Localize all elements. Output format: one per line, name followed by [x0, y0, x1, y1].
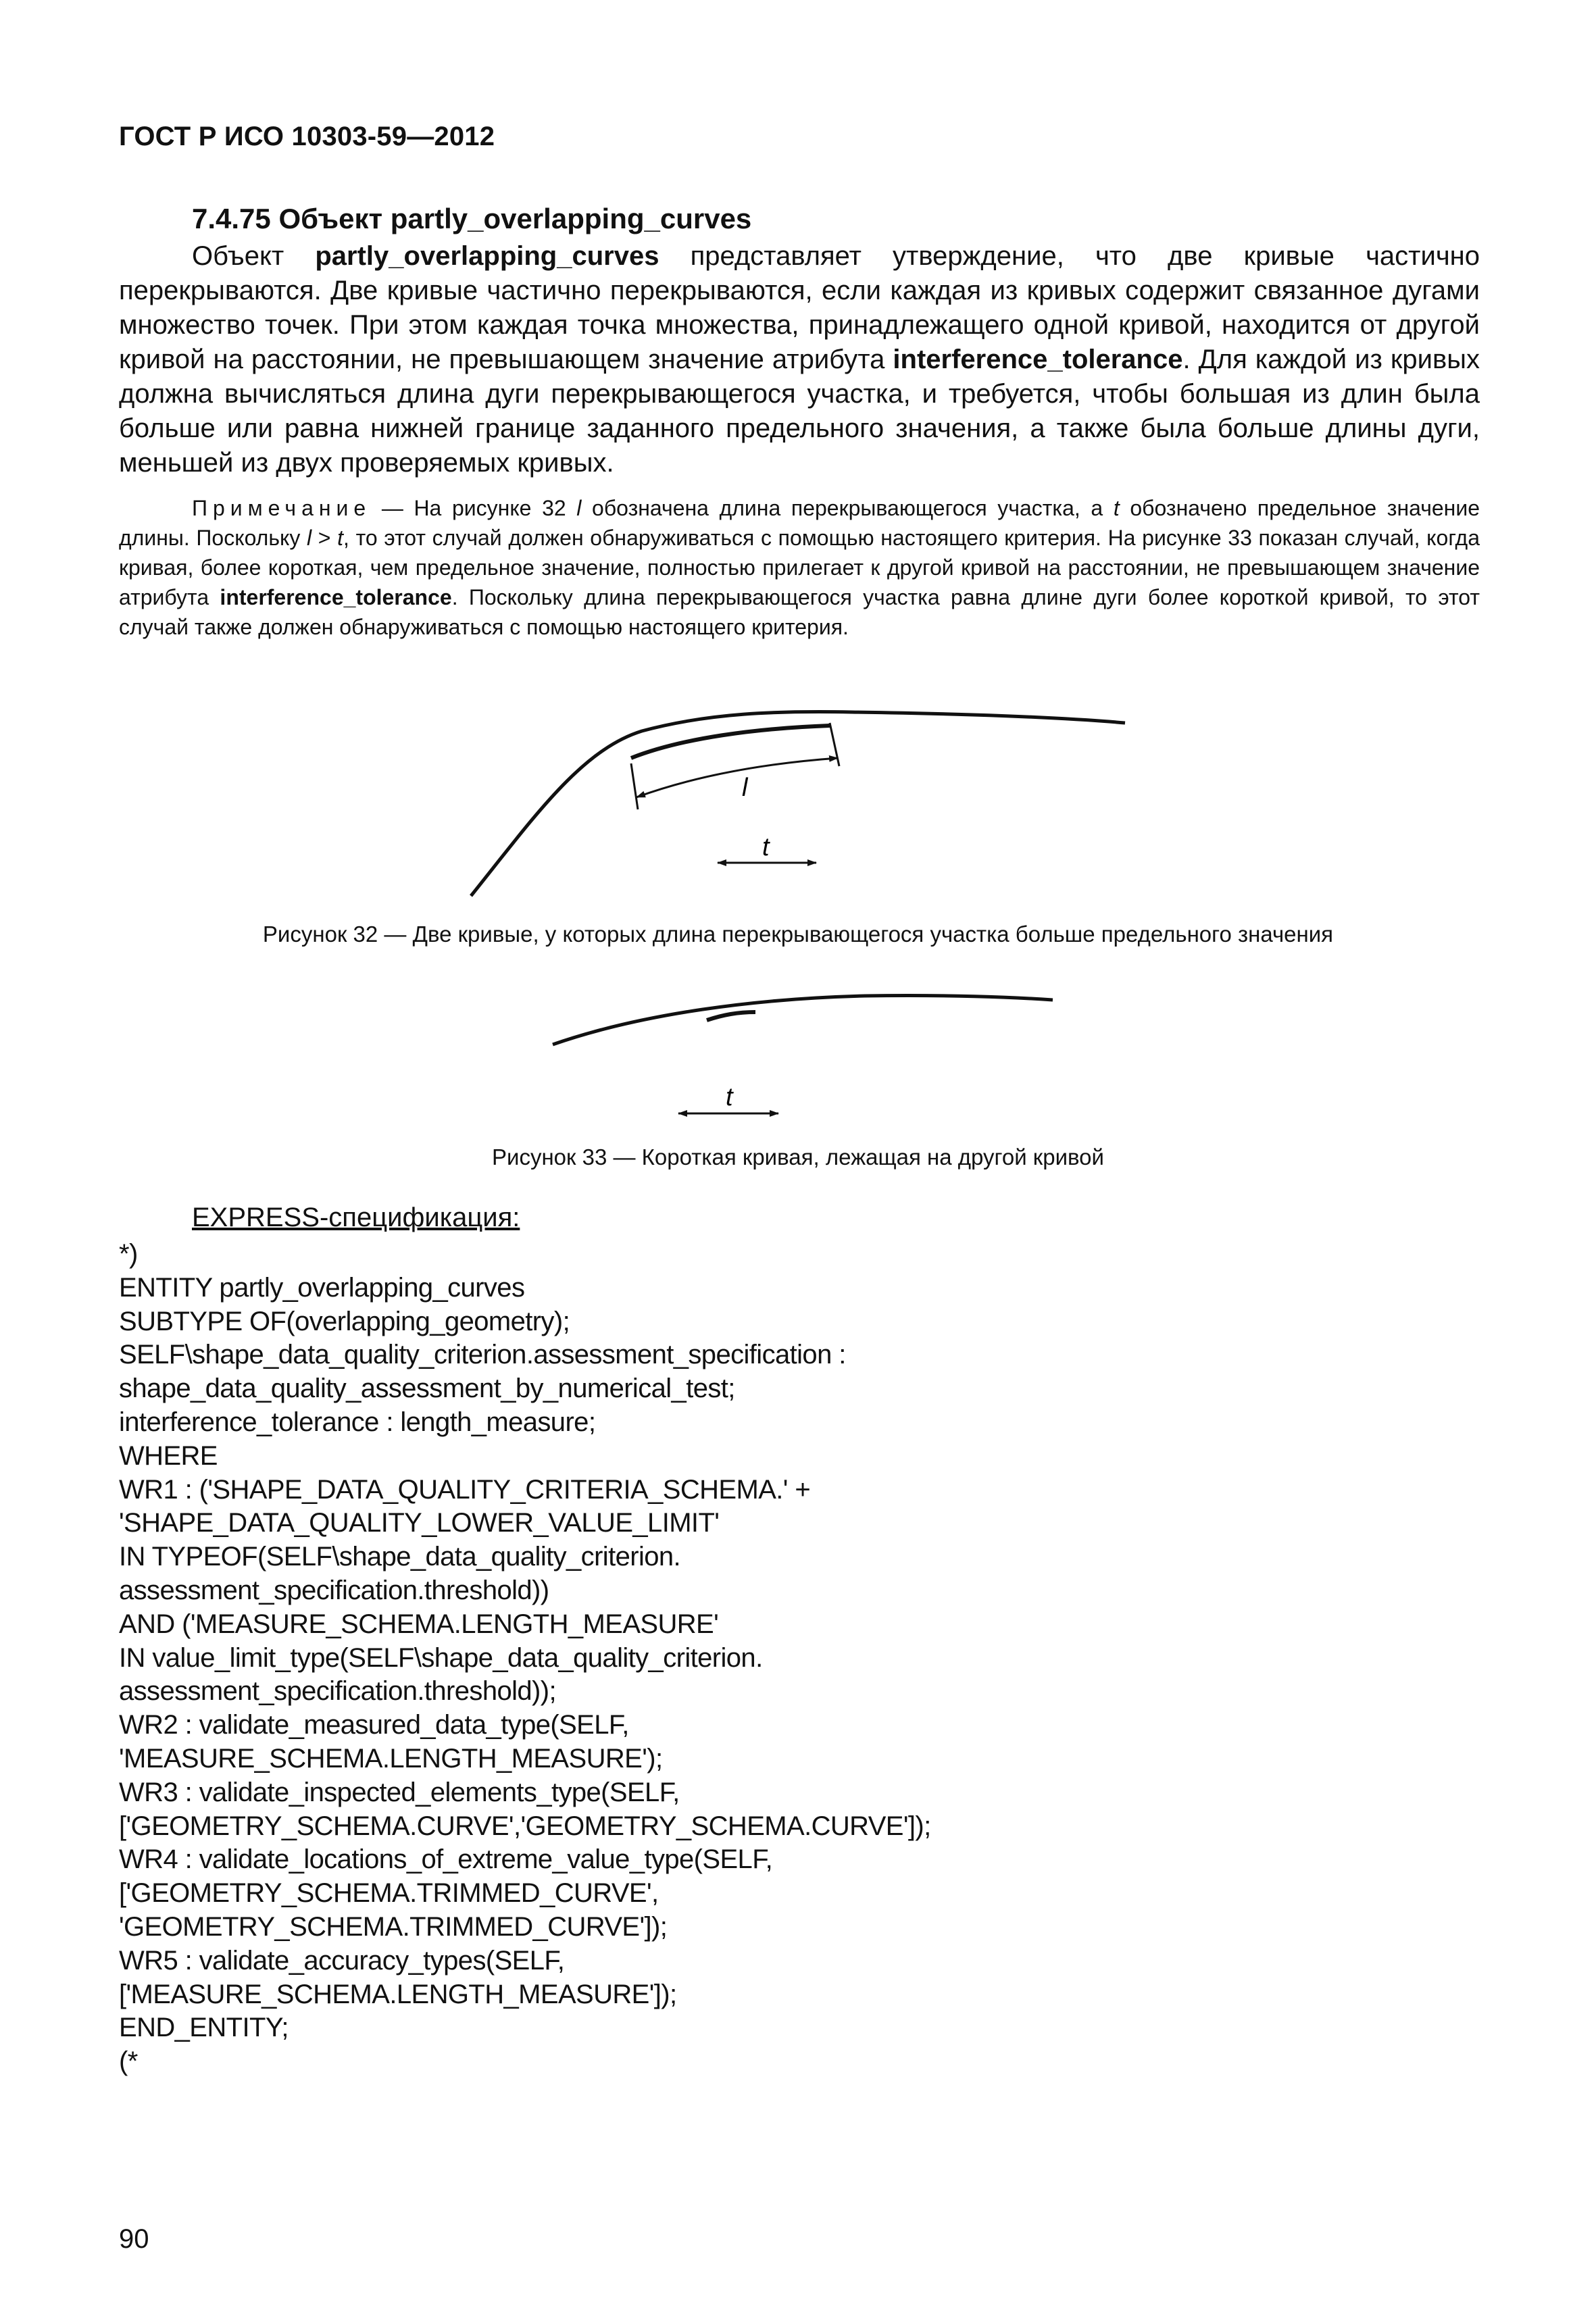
text-run: обозначена длина перекрывающегося участка, а: [581, 496, 1114, 520]
attribute-name: interference_tolerance: [893, 345, 1183, 374]
express-spec-label: EXPRESS-спецификация:: [192, 1203, 520, 1232]
label-t: t: [726, 1083, 733, 1111]
code-line: END_ENTITY;: [119, 2013, 289, 2043]
attribute-name: interference_tolerance: [220, 585, 452, 609]
note-paragraph: [119, 493, 1480, 642]
symbol-l: l: [576, 496, 582, 520]
short-curve: [707, 1012, 755, 1020]
code-line: interference_tolerance : length_measure;: [119, 1407, 596, 1437]
text-run: >: [311, 526, 338, 550]
symbol-t: t: [337, 526, 344, 550]
code-line: IN value_limit_type(SELF\shape_data_quality_criterion.: [119, 1642, 763, 1673]
note-label: Примечание: [192, 496, 372, 520]
figure-32-drawing: [0, 696, 1596, 919]
page-number: 90: [119, 2224, 149, 2254]
extension-line-left: [631, 763, 638, 809]
code-line: ['MEASURE_SCHEMA.LENGTH_MEASURE']);: [119, 1979, 677, 2009]
figure-32-caption: Рисунок 32 — Две кривые, у которых длина перекрывающегося участка больше предельного значения: [262, 922, 1334, 947]
text-run: Объект: [192, 241, 316, 271]
figure-33-caption: Рисунок 33 — Короткая кривая, лежащая на другой кривой: [492, 1145, 1104, 1169]
long-curve: [553, 995, 1053, 1045]
text-run: . Поскольку длина перекрывающегося участка равна длине дуги более короткой кривой, то этот случай также должен обнаруживаться с помощью настоящего критерия.: [119, 585, 1480, 639]
figure-33-drawing: [0, 985, 1596, 1134]
text-run: — На рисунке 32: [371, 496, 577, 520]
code-line: WR4 : validate_locations_of_extreme_value_type(SELF,: [119, 1844, 773, 1875]
figure-32: [0, 696, 1596, 919]
code-line: AND ('MEASURE_SCHEMA.LENGTH_MEASURE': [119, 1609, 719, 1639]
code-line: 'MEASURE_SCHEMA.LENGTH_MEASURE');: [119, 1743, 663, 1774]
entity-name: partly_overlapping_curves: [315, 241, 659, 271]
code-line: WR3 : validate_inspected_elements_type(SELF,: [119, 1777, 680, 1807]
code-line: ENTITY partly_overlapping_curves: [119, 1272, 525, 1303]
code-line: shape_data_quality_assessment_by_numerical_test;: [119, 1374, 735, 1404]
code-line: 'GEOMETRY_SCHEMA.TRIMMED_CURVE']);: [119, 1911, 668, 1942]
code-line: *): [119, 1239, 138, 1269]
code-line: WR5 : validate_accuracy_types(SELF,: [119, 1945, 565, 1976]
text-run: . Для каждой из кривых должна вычисляться длина дуги перекрывающегося участка, и требуется, чтобы большая из длин была больше или равна нижней границе заданного предельного значения, а также была больше длины дуги, меньшей из двух проверяемых кривых.: [119, 345, 1480, 478]
code-line: (*: [119, 2046, 138, 2077]
label-l: l: [742, 774, 748, 802]
long-curve: [471, 712, 1125, 896]
code-line: ['GEOMETRY_SCHEMA.TRIMMED_CURVE',: [119, 1878, 659, 1909]
document-header: ГОСТ Р ИСО 10303-59—2012: [119, 122, 495, 151]
code-line: SUBTYPE OF(overlapping_geometry);: [119, 1306, 570, 1336]
section-body: [119, 239, 1480, 480]
note-block: [119, 493, 1480, 642]
code-line: WR2 : validate_measured_data_type(SELF,: [119, 1710, 629, 1740]
extension-line-right: [830, 723, 839, 766]
text-run: обозначено предельное значение длины. Поскольку: [119, 496, 1480, 550]
figure-33: [0, 985, 1596, 1134]
symbol-l: l: [307, 526, 312, 550]
dimension-arrow-l: [637, 758, 838, 797]
code-line: assessment_specification.threshold)): [119, 1575, 549, 1605]
code-line: assessment_specification.threshold));: [119, 1676, 556, 1707]
code-line: SELF\shape_data_quality_criterion.assessment_specification :: [119, 1340, 846, 1370]
code-line: WHERE: [119, 1440, 218, 1471]
code-line: 'SHAPE_DATA_QUALITY_LOWER_VALUE_LIMIT': [119, 1508, 720, 1538]
body-paragraph: [119, 239, 1480, 480]
text-run: представляет утверждение, что две кривые частично перекрываются. Две кривые частично перекрываются, если каждая из кривых содержит связанное дугами множество точек. При этом каждая точка множества, принадлежащего одной кривой, находится от другой кривой на расстоянии, не превышающем значение атрибута: [119, 241, 1480, 374]
text-run: , то этот случай должен обнаруживаться с помощью настоящего критерия. На рисунке 33 показан случай, когда кривая, более короткая, чем предельное значение, полностью прилегает к другой кривой на расстоянии, не превышающем значение атрибута: [119, 526, 1480, 609]
code-line: ['GEOMETRY_SCHEMA.CURVE','GEOMETRY_SCHEMA.CURVE']);: [119, 1811, 931, 1841]
symbol-t: t: [1113, 496, 1120, 520]
overlapping-curve: [631, 726, 830, 758]
code-line: WR1 : ('SHAPE_DATA_QUALITY_CRITERIA_SCHEMA.' +: [119, 1474, 811, 1505]
section-title: 7.4.75 Объект partly_overlapping_curves: [192, 203, 752, 234]
code-line: IN TYPEOF(SELF\shape_data_quality_criterion.: [119, 1542, 681, 1572]
express-code-block: [119, 1238, 931, 2079]
label-t: t: [762, 833, 770, 861]
